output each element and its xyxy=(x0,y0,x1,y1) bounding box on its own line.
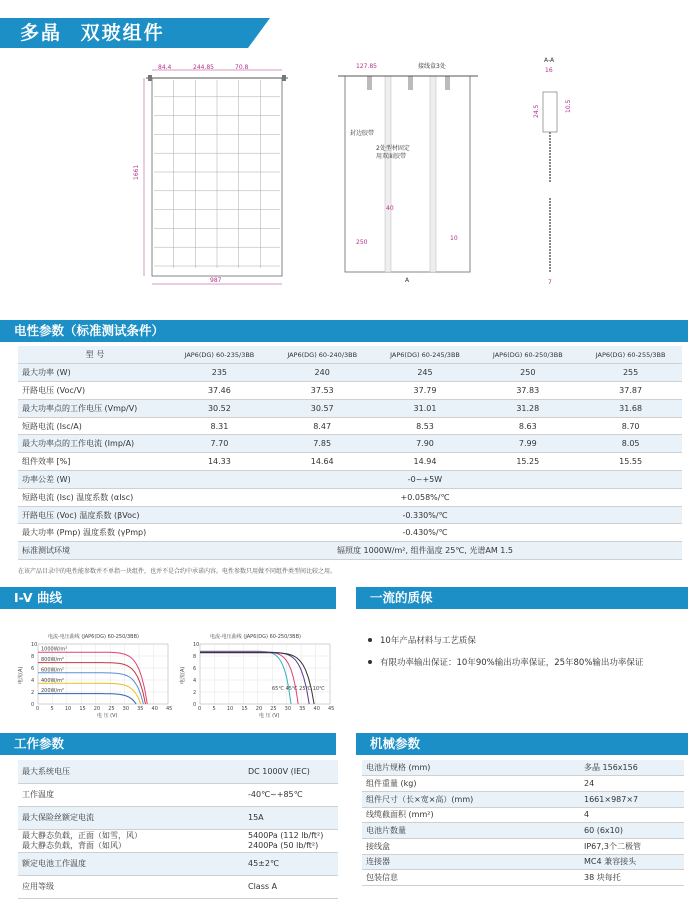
section-corner xyxy=(674,733,688,755)
quality-section-title: 一流的质保 xyxy=(370,590,433,605)
mechanical-section-title: 机械参数 xyxy=(370,736,421,751)
series-label: 600W/m² xyxy=(41,667,65,674)
row-label: 最大功率 (Pmp) 温度系数 (γPmp) xyxy=(18,524,168,542)
table-row xyxy=(18,399,682,417)
row-label: 接线盒 xyxy=(362,838,584,854)
x-tick-label: 0 xyxy=(198,706,202,712)
table-row xyxy=(362,807,684,823)
table-row xyxy=(18,542,682,560)
series-label: 200W/m² xyxy=(41,688,65,695)
section-corner xyxy=(674,320,688,342)
chart-title: 电流-电压曲线 (JAP6(DG) 60-250/3BB) xyxy=(210,634,301,640)
cross-section xyxy=(533,57,572,286)
cell: 45±2℃ xyxy=(248,852,338,875)
cell: 240 xyxy=(271,364,374,382)
cell: -0~+5W xyxy=(168,471,682,489)
cell: 15.55 xyxy=(579,453,682,471)
dim-10-5: 10.5 xyxy=(565,99,572,113)
row-label: 最大系统电压 xyxy=(18,760,248,783)
table-row xyxy=(18,453,682,471)
row-label: 电池片数量 xyxy=(362,823,584,839)
dim-7: 7 xyxy=(548,279,552,286)
iv-chart-irradiance xyxy=(18,630,176,720)
series-label: 1000W/m² xyxy=(41,646,68,653)
cell: 8.05 xyxy=(579,435,682,453)
cell: 31.68 xyxy=(579,399,682,417)
title-decoration xyxy=(248,18,270,48)
title-part1: 多晶 xyxy=(20,22,63,44)
y-tick-label: 2 xyxy=(31,690,35,696)
model-name: JAP6(DG) 60-245/3BB xyxy=(374,346,477,364)
y-tick-label: 0 xyxy=(193,702,197,708)
quality-section-header xyxy=(356,587,688,609)
cell: -40℃~+85℃ xyxy=(248,783,338,806)
row-label: 组件尺寸（长×宽×高）(mm) xyxy=(362,791,584,807)
series-label: 400W/m² xyxy=(41,677,65,684)
cell: 8.63 xyxy=(476,417,579,435)
x-tick-label: 5 xyxy=(50,706,54,712)
row-label: 组件效率 [%] xyxy=(18,453,168,471)
table-row xyxy=(18,364,682,382)
quality-item-text: 有限功率输出保证：10年90%输出功率保证，25年80%输出功率保证 xyxy=(380,658,644,668)
cell: 255 xyxy=(579,364,682,382)
dim-127-85: 127.85 xyxy=(356,63,377,70)
cell: 37.53 xyxy=(271,382,374,400)
y-tick-label: 0 xyxy=(31,702,35,708)
row-label: 短路电流 (Isc/A) xyxy=(18,417,168,435)
model-name: JAP6(DG) 60-235/3BB xyxy=(168,346,271,364)
table-row xyxy=(362,776,684,792)
x-tick-label: 15 xyxy=(79,706,86,712)
table-row xyxy=(18,488,682,506)
x-tick-label: 45 xyxy=(328,706,335,712)
table-row xyxy=(362,870,684,886)
table-row xyxy=(362,838,684,854)
x-tick-label: 25 xyxy=(270,706,277,712)
cell: DC 1000V (IEC) xyxy=(248,760,338,783)
x-tick-label: 30 xyxy=(122,706,130,712)
cell: IP67,3个二极管 xyxy=(584,838,684,854)
dim-16: 16 xyxy=(545,67,553,74)
cell: 8.53 xyxy=(374,417,477,435)
cell: 31.01 xyxy=(374,399,477,417)
y-tick-label: 8 xyxy=(193,654,197,660)
iv-section-title: I-V 曲线 xyxy=(14,590,62,605)
y-tick-label: 4 xyxy=(193,678,197,684)
cell: 15A xyxy=(248,806,338,829)
row-label: 开路电压 (Voc) 温度系数 (βVoc) xyxy=(18,506,168,524)
cell: 4 xyxy=(584,807,684,823)
cell: Class A xyxy=(248,875,338,898)
dim-1661: 1661 xyxy=(133,164,140,180)
x-tick-label: 40 xyxy=(313,706,320,712)
quality-list xyxy=(362,630,692,674)
table-row xyxy=(18,875,338,898)
dim-24-5: 24.5 xyxy=(533,104,540,118)
x-axis-label: 电 压 (V) xyxy=(97,713,118,719)
junction-box-label: 接线盒3处 xyxy=(418,63,446,70)
profile-label-2: 用双面胶带 xyxy=(376,153,407,160)
row-label: 短路电流 (Isc) 温度系数 (αIsc) xyxy=(18,488,168,506)
cell: 38 块每托 xyxy=(584,870,684,886)
electrical-section-title: 电性参数（标准测试条件） xyxy=(14,323,165,338)
table-row xyxy=(18,435,682,453)
operating-table xyxy=(18,760,338,899)
table-row xyxy=(18,829,338,852)
cell: 14.64 xyxy=(271,453,374,471)
series-line xyxy=(200,652,309,704)
series-line xyxy=(200,651,291,704)
electrical-section-header xyxy=(0,320,688,342)
operating-section-header xyxy=(0,733,336,755)
disclaimer-note: 在该产品目录中的电性能参数并不单指一块组件，也并不是合约中承诺内容。电性参数只用做不同组件类型间比较之用。 xyxy=(18,568,337,575)
mechanical-section-header xyxy=(356,733,688,755)
x-axis-label: 电 压 (V) xyxy=(259,713,280,719)
plot-area xyxy=(38,644,168,704)
cell: 8.70 xyxy=(579,417,682,435)
row-label: 最大静态负载，正面（如雪，风） xyxy=(22,830,142,840)
cell: 37.87 xyxy=(579,382,682,400)
table-row xyxy=(362,791,684,807)
series-line xyxy=(38,694,136,704)
x-tick-label: 40 xyxy=(151,706,158,712)
x-tick-label: 10 xyxy=(226,706,234,712)
cell: 辐照度 1000W/m², 组件温度 25℃, 光谱AM 1.5 xyxy=(168,542,682,560)
row-label: 包装信息 xyxy=(362,870,584,886)
y-tick-label: 4 xyxy=(31,678,35,684)
dim-84-4: 84.4 xyxy=(158,64,172,71)
cell: 多晶 156x156 xyxy=(584,760,684,776)
y-tick-label: 10 xyxy=(31,642,38,648)
table-row xyxy=(362,823,684,839)
model-name: JAP6(DG) 60-255/3BB xyxy=(579,346,682,364)
table-row xyxy=(18,524,682,542)
cell: 37.83 xyxy=(476,382,579,400)
cell: 60 (6x10) xyxy=(584,823,684,839)
section-aa-label: A-A xyxy=(544,57,555,64)
cell: 7.90 xyxy=(374,435,477,453)
model-name: JAP6(DG) 60-250/3BB xyxy=(476,346,579,364)
x-tick-label: 5 xyxy=(212,706,216,712)
y-axis-label: 电流(A) xyxy=(18,666,24,684)
rear-view xyxy=(338,62,478,284)
row-label: 电池片规格 (mm) xyxy=(362,760,584,776)
model-name: JAP6(DG) 60-240/3BB xyxy=(271,346,374,364)
cell: 5400Pa (112 lb/ft²) xyxy=(248,830,324,840)
dim-244-85: 244.85 xyxy=(193,64,214,71)
row-label: 开路电压 (Voc/V) xyxy=(18,382,168,400)
cell: 31.28 xyxy=(476,399,579,417)
y-tick-label: 10 xyxy=(193,642,200,648)
y-tick-label: 6 xyxy=(193,666,197,672)
table-row xyxy=(18,760,338,783)
row-label: 连接器 xyxy=(362,854,584,870)
iv-chart-temperature xyxy=(180,630,338,720)
y-tick-label: 6 xyxy=(31,666,35,672)
table-row xyxy=(18,506,682,524)
cell: 7.99 xyxy=(476,435,579,453)
chart-title: 电流-电压曲线 (JAP6(DG) 60-250/3BB) xyxy=(48,634,139,640)
electrical-table xyxy=(18,346,682,560)
table-row xyxy=(362,760,684,776)
table-row xyxy=(362,854,684,870)
cell: 30.57 xyxy=(271,399,374,417)
x-tick-label: 25 xyxy=(108,706,115,712)
technical-drawing xyxy=(133,57,580,293)
cell: 245 xyxy=(374,364,477,382)
dim-987: 987 xyxy=(210,277,222,284)
cell: 2400Pa (50 lb/ft²) xyxy=(248,840,319,850)
table-header-row xyxy=(18,346,682,364)
table-row xyxy=(18,852,338,875)
table-row xyxy=(18,471,682,489)
mechanical-table xyxy=(362,760,684,886)
row-label: 应用等级 xyxy=(18,875,248,898)
row-label: 最大功率 (W) xyxy=(18,364,168,382)
front-view xyxy=(133,64,288,284)
section-corner xyxy=(322,587,336,609)
model-header: 型 号 xyxy=(18,346,168,364)
edge-tape-label: 封边胶带 xyxy=(350,130,375,137)
table-row xyxy=(18,417,682,435)
cell: 7.85 xyxy=(271,435,374,453)
cell: 24 xyxy=(584,776,684,792)
x-tick-label: 45 xyxy=(166,706,173,712)
cell: -0.430%/℃ xyxy=(168,524,682,542)
cell: 14.94 xyxy=(374,453,477,471)
x-tick-label: 30 xyxy=(284,706,292,712)
title-part2: 双玻组件 xyxy=(80,22,165,44)
cell: 235 xyxy=(168,364,271,382)
x-tick-label: 10 xyxy=(64,706,72,712)
x-tick-label: 20 xyxy=(255,706,263,712)
table-row xyxy=(18,783,338,806)
list-item xyxy=(362,652,692,674)
profile-label: 2处型材固定 xyxy=(376,145,410,152)
dim-250: 250 xyxy=(356,239,368,246)
y-tick-label: 8 xyxy=(31,654,35,660)
cell: 37.79 xyxy=(374,382,477,400)
cell: 7.70 xyxy=(168,435,271,453)
row-label: 最大功率点的工作电流 (Imp/A) xyxy=(18,435,168,453)
dim-70-8: 70.8 xyxy=(235,64,249,71)
table-row xyxy=(18,806,338,829)
section-corner xyxy=(322,733,336,755)
cell: 30.52 xyxy=(168,399,271,417)
page-title xyxy=(0,18,248,48)
row-label: 功率公差 (W) xyxy=(18,471,168,489)
y-tick-label: 2 xyxy=(193,690,197,696)
dim-10: 10 xyxy=(450,235,458,242)
cell: 8.31 xyxy=(168,417,271,435)
temperature-annotation: 65℃ 45℃ 25℃ 10℃ xyxy=(272,686,325,692)
row-label: 最大保险丝额定电流 xyxy=(18,806,248,829)
row-label: 标准测试环境 xyxy=(18,542,168,560)
row-label: 工作温度 xyxy=(18,783,248,806)
list-item xyxy=(362,630,692,652)
cell: -0.330%/℃ xyxy=(168,506,682,524)
dim-40: 40 xyxy=(386,205,394,212)
row-label: 最大功率点的工作电压 (Vmp/V) xyxy=(18,399,168,417)
row-label: 额定电池工作温度 xyxy=(18,852,248,875)
x-tick-label: 35 xyxy=(137,706,144,712)
x-tick-label: 35 xyxy=(299,706,306,712)
y-axis-label: 电流(A) xyxy=(180,666,186,684)
x-tick-label: 0 xyxy=(36,706,40,712)
row-label: 组件重量 (kg) xyxy=(362,776,584,792)
cell: 14.33 xyxy=(168,453,271,471)
table-row xyxy=(18,382,682,400)
quality-item-text: 10年产品材料与工艺质保 xyxy=(380,636,476,646)
x-tick-label: 20 xyxy=(93,706,101,712)
cell: 250 xyxy=(476,364,579,382)
series-line xyxy=(200,652,298,704)
operating-section-title: 工作参数 xyxy=(14,736,65,751)
cell: 37.46 xyxy=(168,382,271,400)
cell: 1661×987×7 xyxy=(584,791,684,807)
cell: 8.47 xyxy=(271,417,374,435)
cell: MC4 兼容接头 xyxy=(584,854,684,870)
iv-section-header xyxy=(0,587,336,609)
row-label: 最大静态负载，背面（如风） xyxy=(22,840,126,850)
cell: +0.058%/℃ xyxy=(168,488,682,506)
cell: 15.25 xyxy=(476,453,579,471)
row-label: 线缆截面积 (mm²) xyxy=(362,807,584,823)
x-tick-label: 15 xyxy=(241,706,248,712)
series-label: 800W/m² xyxy=(41,657,65,664)
section-marker: A xyxy=(405,277,410,284)
section-corner xyxy=(674,587,688,609)
